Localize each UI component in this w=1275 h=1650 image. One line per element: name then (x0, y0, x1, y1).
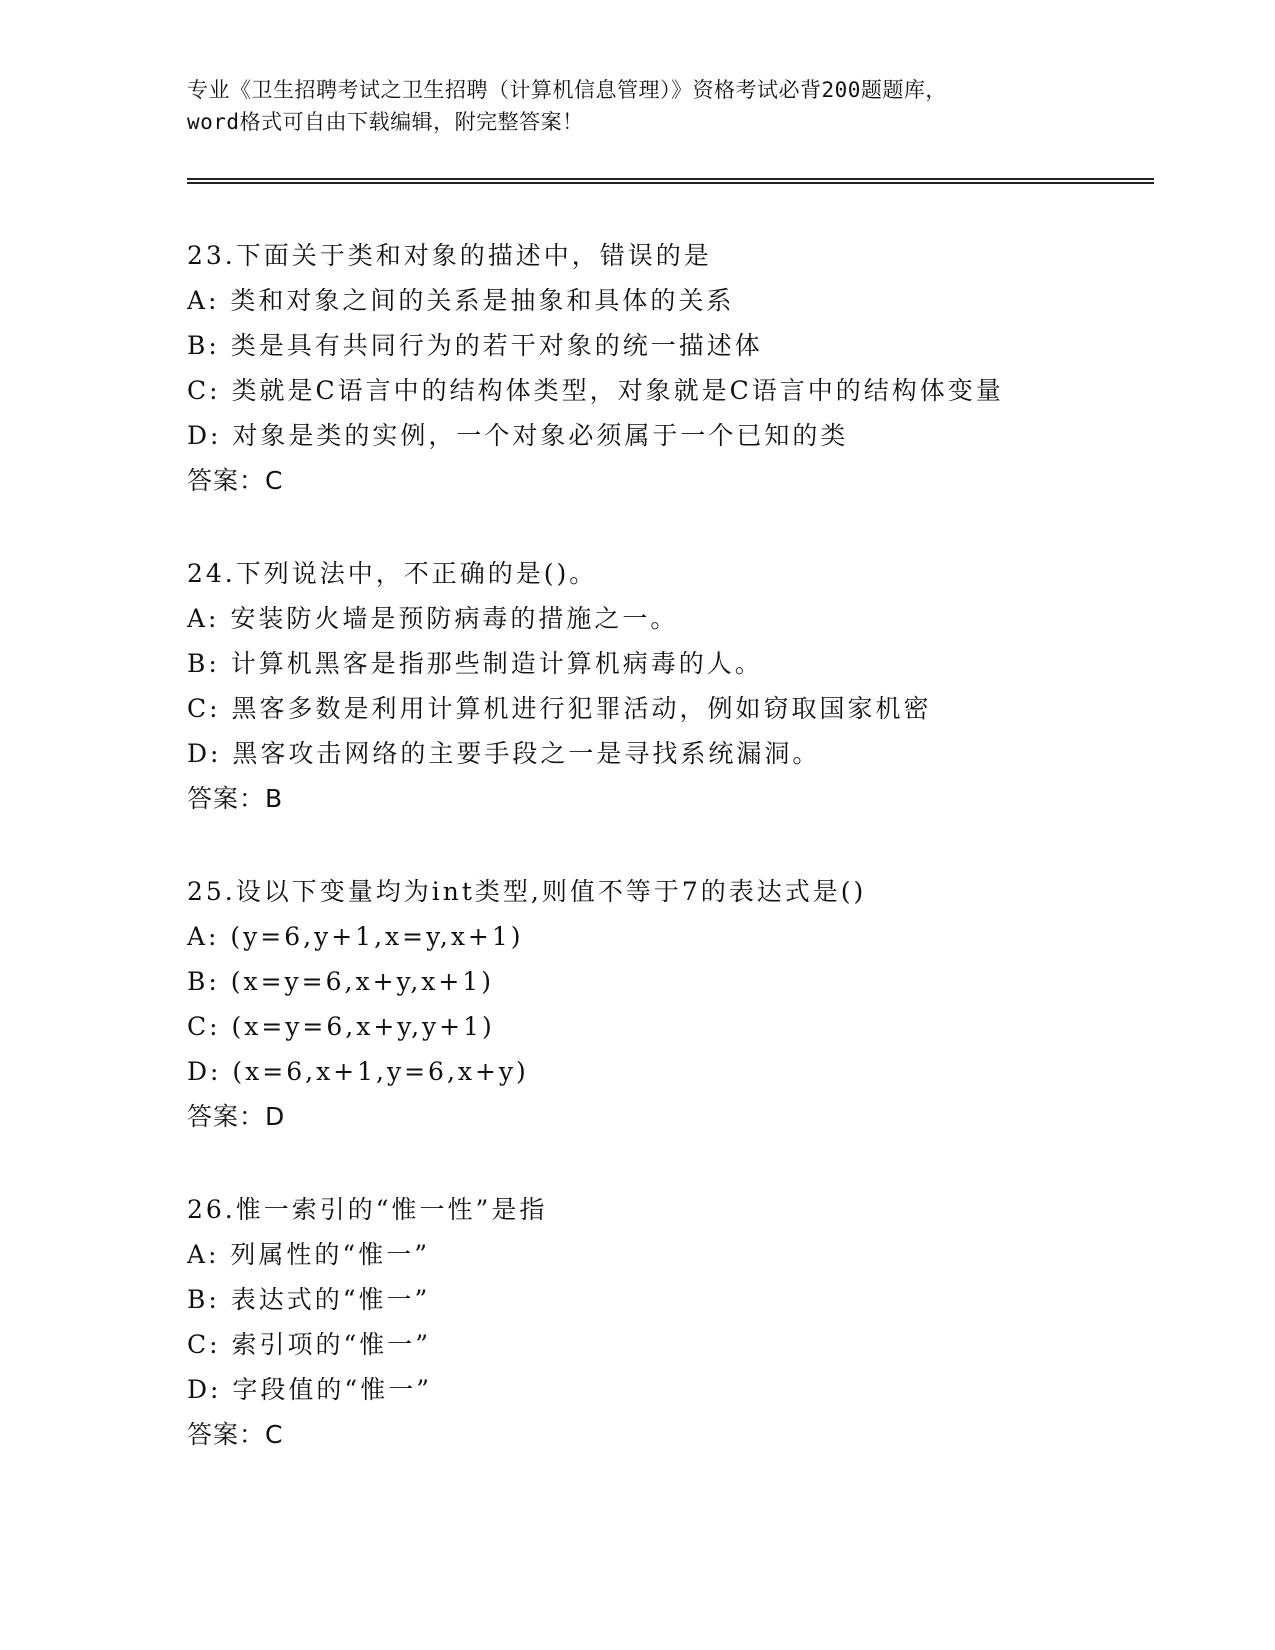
option-d: D: 对象是类的实例，一个对象必须属于一个已知的类 (187, 421, 849, 450)
option-b: B: 类是具有共同行为的若干对象的统一描述体 (187, 331, 763, 360)
answer-line: 答案：B (187, 784, 284, 813)
question-stem: 24.下列说法中，不正确的是()。 (187, 559, 598, 588)
question-23 (187, 233, 1187, 503)
option-c: C: 索引项的“惟一” (187, 1330, 432, 1359)
header-divider (187, 178, 1154, 184)
option-a: A: 安装防火墙是预防病毒的措施之一。 (187, 604, 679, 633)
question-stem: 23.下面关于类和对象的描述中，错误的是 (187, 241, 712, 270)
question-stem: 26.惟一索引的“惟一性”是指 (187, 1195, 548, 1224)
answer-line: 答案：D (187, 1102, 286, 1131)
option-d: D: 黑客攻击网络的主要手段之一是寻找系统漏洞。 (187, 739, 821, 768)
option-a: A: 类和对象之间的关系是抽象和具体的关系 (187, 286, 735, 315)
option-a: A: 列属性的“惟一” (187, 1240, 430, 1269)
option-d: D: 字段值的“惟一” (187, 1375, 432, 1404)
option-d: D: (x=6,x+1,y=6,x+y) (187, 1057, 529, 1086)
answer-line: 答案：C (187, 466, 284, 495)
option-b: B: (x=y=6,x+y,x+1) (187, 967, 494, 996)
header-line-2: word格式可自由下载编辑，附完整答案！ (187, 110, 584, 134)
option-c: C: 黑客多数是利用计算机进行犯罪活动，例如窃取国家机密 (187, 694, 932, 723)
option-b: B: 表达式的“惟一” (187, 1285, 431, 1314)
document-header (187, 74, 1087, 138)
option-c: C: 类就是C语言中的结构体类型，对象就是C语言中的结构体变量 (187, 376, 1004, 405)
question-stem: 25.设以下变量均为int类型,则值不等于7的表达式是() (187, 877, 867, 906)
option-b: B: 计算机黑客是指那些制造计算机病毒的人。 (187, 649, 763, 678)
option-c: C: (x=y=6,x+y,y+1) (187, 1012, 495, 1041)
question-24 (187, 551, 1187, 821)
question-26 (187, 1187, 1187, 1457)
answer-line: 答案：C (187, 1420, 284, 1449)
question-25 (187, 869, 1187, 1139)
header-line-1: 专业《卫生招聘考试之卫生招聘（计算机信息管理）》资格考试必背200题题库， (187, 78, 947, 102)
option-a: A: (y=6,y+1,x=y,x+1) (187, 922, 524, 951)
